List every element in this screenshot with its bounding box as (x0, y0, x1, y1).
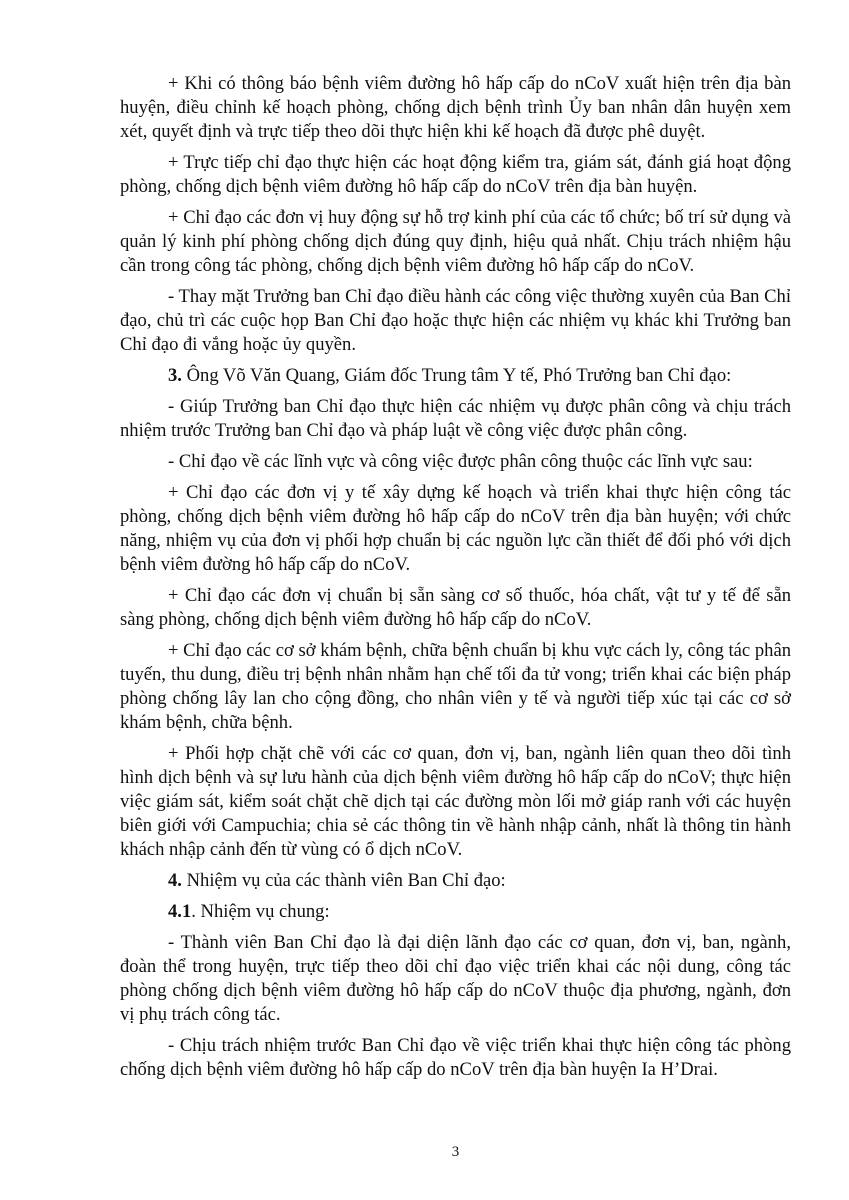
paragraph (120, 151, 791, 199)
paragraph (120, 481, 791, 577)
paragraph-text: + Chỉ đạo các đơn vị y tế xây dựng kế hoạch và triển khai thực hiện công tác phòng, chống dịch bệnh viêm đường hô hấp cấp do nCoV trên địa bàn huyện; với chức năng, nhiệm vụ của đơn vị phối hợp chuẩn bị các nguồn lực cần thiết để đối phó với dịch bệnh viêm đường hô hấp cấp do nCoV. (120, 482, 791, 575)
paragraph-text: - Chỉ đạo về các lĩnh vực và công việc được phân công thuộc các lĩnh vực sau: (168, 451, 753, 472)
paragraph-text: + Trực tiếp chỉ đạo thực hiện các hoạt động kiểm tra, giám sát, đánh giá hoạt động phòng, chống dịch bệnh viêm đường hô hấp cấp do nCoV trên địa bàn huyện. (120, 152, 791, 197)
paragraph-text: - Thành viên Ban Chỉ đạo là đại diện lãnh đạo các cơ quan, đơn vị, ban, ngành, đoàn thể trong huyện, trực tiếp theo dõi chỉ đạo việc triển khai các nội dung, công tác phòng chống dịch bệnh viêm đường hô hấp cấp do nCoV thuộc địa phương, ngành, đơn vị phụ trách công tác. (120, 932, 791, 1025)
paragraph-text: Nhiệm vụ của các thành viên Ban Chỉ đạo: (181, 870, 506, 891)
paragraph (120, 869, 791, 893)
paragraph-text: . Nhiệm vụ chung: (191, 901, 330, 922)
paragraph (120, 742, 791, 862)
paragraph (120, 1034, 791, 1082)
paragraph-text: + Chỉ đạo các đơn vị chuẩn bị sẵn sàng cơ số thuốc, hóa chất, vật tư y tế để sẵn sàng phòng, chống dịch bệnh viêm đường hô hấp cấp do nCoV. (120, 585, 791, 630)
paragraph (120, 450, 791, 474)
paragraph (120, 900, 791, 924)
paragraph-text: + Chỉ đạo các đơn vị huy động sự hỗ trợ kinh phí của các tổ chức; bố trí sử dụng và quản lý kinh phí phòng chống dịch đúng quy định, hiệu quả nhất. Chịu trách nhiệm hậu cần trong công tác phòng, chống dịch bệnh viêm đường hô hấp cấp do nCoV. (120, 207, 791, 276)
page-number: 3 (451, 1144, 460, 1160)
section-number: 4. (168, 870, 182, 891)
paragraph-text: - Thay mặt Trưởng ban Chỉ đạo điều hành các công việc thường xuyên của Ban Chỉ đạo, chủ trì các cuộc họp Ban Chỉ đạo hoặc thực hiện các nhiệm vụ khác khi Trưởng ban Chỉ đạo đi vắng hoặc ủy quyền. (120, 286, 791, 355)
paragraph (120, 395, 791, 443)
paragraph (120, 72, 791, 144)
paragraph (120, 639, 791, 735)
paragraph-text: - Chịu trách nhiệm trước Ban Chỉ đạo về việc triển khai thực hiện công tác phòng chống dịch bệnh viêm đường hô hấp cấp do nCoV trên địa bàn huyện Ia H’Drai. (120, 1035, 791, 1080)
paragraph (120, 285, 791, 357)
section-number: 4.1 (168, 901, 192, 922)
paragraph-text: - Giúp Trưởng ban Chỉ đạo thực hiện các nhiệm vụ được phân công và chịu trách nhiệm trước Trưởng ban Chỉ đạo và pháp luật về công việc được phân công. (120, 396, 791, 441)
paragraph (120, 931, 791, 1027)
paragraph (120, 206, 791, 278)
paragraph-text: + Phối hợp chặt chẽ với các cơ quan, đơn vị, ban, ngành liên quan theo dõi tình hình dịch bệnh và sự lưu hành của dịch bệnh viêm đường hô hấp cấp do nCoV; thực hiện việc giám sát, kiểm soát chặt chẽ dịch tại các đường mòn lối mở giáp ranh với các huyện biên giới với Campuchia; chia sẻ các thông tin về hành nhập cảnh, nhất là thông tin hành khách nhập cảnh đến từ vùng có ổ dịch nCoV. (120, 743, 791, 860)
paragraph-text: + Chỉ đạo các cơ sở khám bệnh, chữa bệnh chuẩn bị khu vực cách ly, công tác phân tuyến, thu dung, điều trị bệnh nhân nhằm hạn chế tối đa tử vong; triển khai các biện pháp phòng chống lây lan cho cộng đồng, cho nhân viên y tế và người tiếp xúc tại các cơ sở khám bệnh, chữa bệnh. (120, 640, 791, 733)
paragraph (120, 364, 791, 388)
section-number: 3. (168, 365, 182, 386)
paragraph (120, 584, 791, 632)
paragraph-text: + Khi có thông báo bệnh viêm đường hô hấp cấp do nCoV xuất hiện trên địa bàn huyện, điều chỉnh kế hoạch phòng, chống dịch bệnh trình Ủy ban nhân dân huyện xem xét, quyết định và trực tiếp theo dõi thực hiện khi kế hoạch đã được phê duyệt. (120, 73, 791, 142)
document-body (120, 72, 791, 1082)
paragraph-text: Ông Võ Văn Quang, Giám đốc Trung tâm Y tế, Phó Trưởng ban Chỉ đạo: (181, 365, 732, 386)
